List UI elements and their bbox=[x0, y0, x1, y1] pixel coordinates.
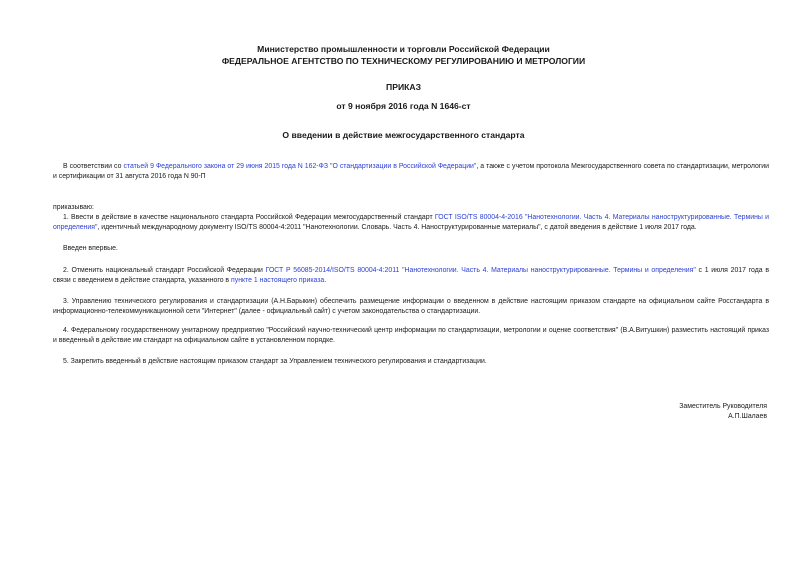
item-1-text-end: , идентичный международному документу ISO/TS 80004-4:2011 "Нанотехнологии. Словарь. Часть 4. Наноструктурированные материалы", с датой введения в действие 1 июля 2017 года. bbox=[97, 224, 697, 231]
gost-iso-ts-80004-4-2016-link[interactable]: ГОСТ ISO/TS 80004-4-2016 "Нанотехнологии. Часть 4. Материалы наноструктурированные. Термины и определения" bbox=[53, 214, 769, 231]
ministry-heading: Министерство промышленности и торговли Российской Федерации bbox=[257, 44, 550, 54]
preamble-text-start: В соответствии со bbox=[63, 163, 124, 170]
item-3-text: 3. Управлению технического регулирования и стандартизации (А.Н.Барыкин) обеспечить размещение информации о введенном в действие настоящим приказом стандарте на официальном сайте Росстандарта в информационно-телекоммуникационной сети "Интернет" (далее - официальный сайт) с учетом законодательства о стандартизации. bbox=[53, 298, 769, 315]
document-type: ПРИКАЗ bbox=[386, 82, 421, 92]
federal-law-link[interactable]: статьей 9 Федерального закона от 29 июня 2015 года N 162-ФЗ "О стандартизации в Российской Федерации" bbox=[123, 163, 477, 170]
item-5-paragraph bbox=[53, 357, 769, 367]
agency-heading: ФЕДЕРАЛЬНОЕ АГЕНТСТВО ПО ТЕХНИЧЕСКОМУ РЕГУЛИРОВАНИЮ И МЕТРОЛОГИИ bbox=[221, 56, 586, 66]
item-2-text-end: . bbox=[324, 277, 327, 284]
preamble-paragraph bbox=[53, 162, 769, 182]
document-title: О введении в действие межгосударственного стандарта bbox=[282, 130, 525, 140]
item-3-paragraph bbox=[53, 297, 769, 317]
signatory-position: Заместитель Руководителя bbox=[679, 403, 767, 410]
item-1-reference-link[interactable]: пункте 1 настоящего приказа bbox=[231, 277, 325, 284]
item-2-text-mid: с 1 июля 2017 года в связи с введением в действие стандарта, указанного в bbox=[53, 267, 769, 284]
gost-r-56085-2014-link[interactable]: ГОСТ Р 56085-2014/ISO/TS 80004-4:2011 "Нанотехнологии. Часть 4. Материалы наноструктурированные. Термины и определения" bbox=[265, 267, 696, 274]
item-1-text-start: 1. Ввести в действие в качестве национального стандарта Российской Федерации межгосударственный стандарт bbox=[63, 214, 435, 221]
item-2-paragraph bbox=[53, 266, 769, 286]
item-4-text: 4. Федеральному государственному унитарному предприятию "Российский научно-технический центр информации по стандартизации, метрологии и оценке соответствия" (В.А.Витушкин) разместить настоящий приказ и введенный в действие им стандарт на официальном сайте в установленном порядке. bbox=[53, 327, 769, 344]
item-4-paragraph bbox=[53, 326, 769, 346]
order-word: приказываю: bbox=[53, 204, 94, 211]
document-date: от 9 ноября 2016 года N 1646-ст bbox=[336, 101, 471, 111]
introduced-note bbox=[53, 244, 769, 254]
item-2-text-start: 2. Отменить национальный стандарт Российской Федерации bbox=[63, 267, 266, 274]
signatory-name: А.П.Шалаев bbox=[728, 413, 767, 420]
item-1-paragraph bbox=[53, 213, 769, 233]
preamble-text-end: , а также с учетом протокола Межгосударственного совета по стандартизации, метрологии и сертификации от 31 августа 2016 года N 90-П bbox=[53, 163, 769, 180]
introduced-text: Введен впервые. bbox=[63, 245, 118, 252]
item-5-text: 5. Закрепить введенный в действие настоящим приказом стандарт за Управлением технического регулирования и стандартизации. bbox=[63, 358, 487, 365]
